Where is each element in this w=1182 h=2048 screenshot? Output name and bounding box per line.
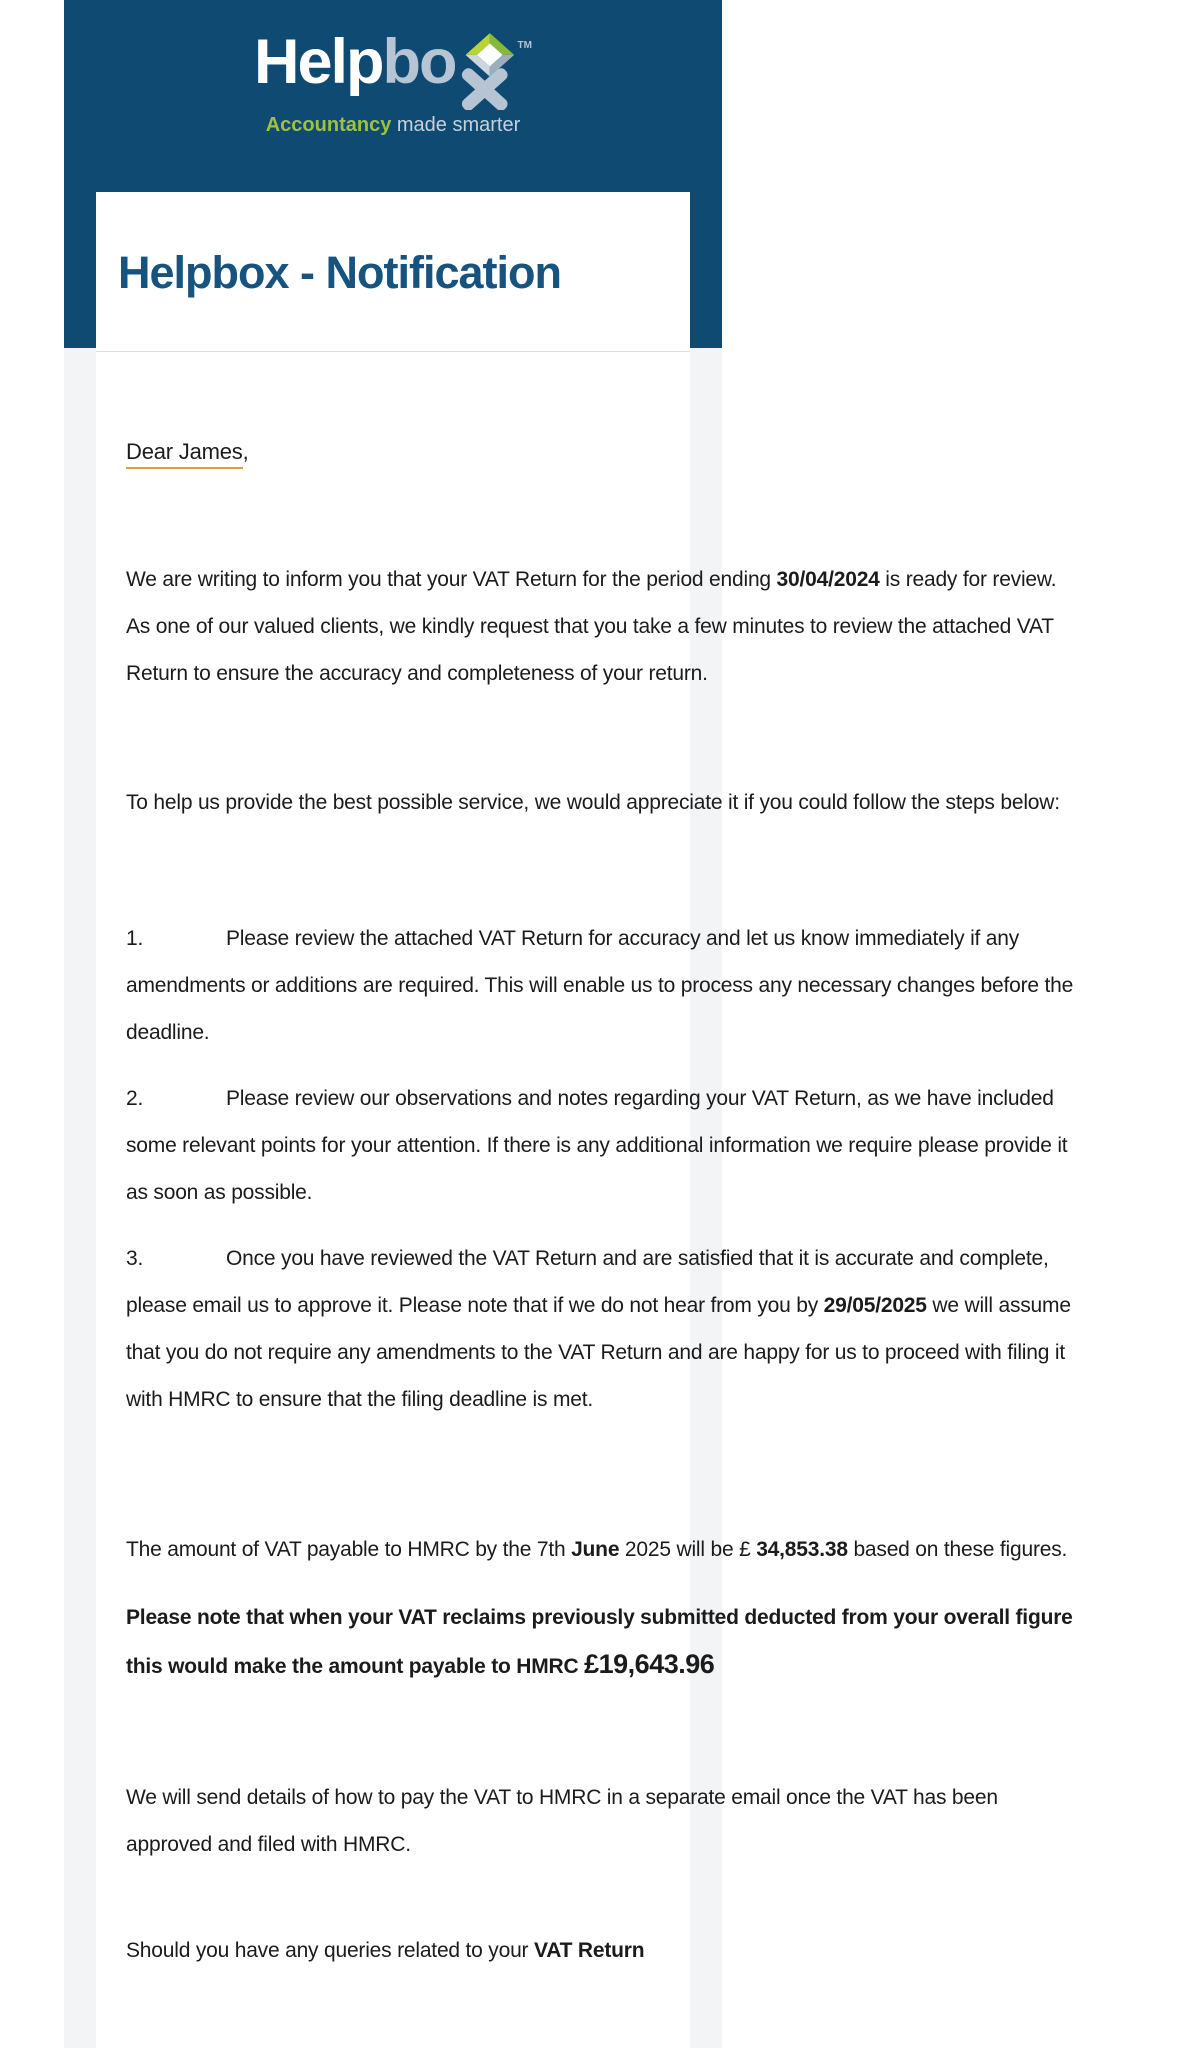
title-card [96,192,690,352]
paragraph-payment-details: We will send details of how to pay the VAT to HMRC in a separate email once the VAT has been approved and filed with HMRC. [126,1786,998,1856]
helpbox-diamond-x-icon [454,33,518,110]
step-text: Please review our observations and notes regarding your VAT Return, as we have included some relevant points for your attention. If there is any additional information we require please provide it as soon as possible. [126,1087,1068,1204]
step-number: 2. [126,1087,144,1110]
step-text: Please review the attached VAT Return for accuracy and let us know immediately if any amendments or additions are required. This will enable us to process any necessary changes before the deadline. [126,927,1074,1044]
step-number: 3. [126,1247,144,1270]
tagline-rest: made smarter [391,114,521,136]
step-number: 1. [126,927,144,950]
tagline-accent: Accountancy [265,114,392,136]
logo-trademark: TM [517,40,532,51]
step-item-1 [126,915,1074,1056]
logo-text-help: Help [254,27,383,97]
step-item-2 [126,1075,1074,1216]
greeting-link[interactable]: Dear James, [126,428,1074,475]
email-wrapper [64,0,1074,2048]
paragraph-closing-clipped: Should you have any queries related to your VAT Return [126,1939,645,1962]
paragraph-vat-amount: The amount of VAT payable to HMRC by the 7th June 2025 will be £ 34,853.38 based on these figures. [126,1538,1068,1561]
helpbox-logo [64,26,722,108]
page-title: Helpbox - Notification [118,247,561,298]
email-body-text [126,428,1074,1974]
logo-tagline [64,114,722,137]
email-body-card [96,352,1074,2048]
logo-text-bo: bo [382,27,456,97]
paragraph-reclaim-note: Please note that when your VAT reclaims previously submitted deducted from your overall figure this would make the amount payable to HMRC £19,643.96 [126,1606,1073,1679]
step-item-3 [126,1235,1074,1423]
step-text: Once you have reviewed the VAT Return and are satisfied that it is accurate and complete, please email us to approve it. Please note that if we do not hear from you by 29/05/2025 we will assume that you do not require any amendments to the VAT Return and are happy for us to proceed with filing it with HMRC to ensure that the filing deadline is met. [126,1247,1071,1411]
paragraph-intro: We are writing to inform you that your VAT Return for the period ending 30/04/2024 is ready for review. As one of our valued clients, we kindly request that you take a few minutes to review the attached VAT Return to ensure the accuracy and completeness of your return. [126,568,1057,685]
paragraph-steps-lead: To help us provide the best possible service, we would appreciate it if you could follow the steps below: [126,791,1060,814]
